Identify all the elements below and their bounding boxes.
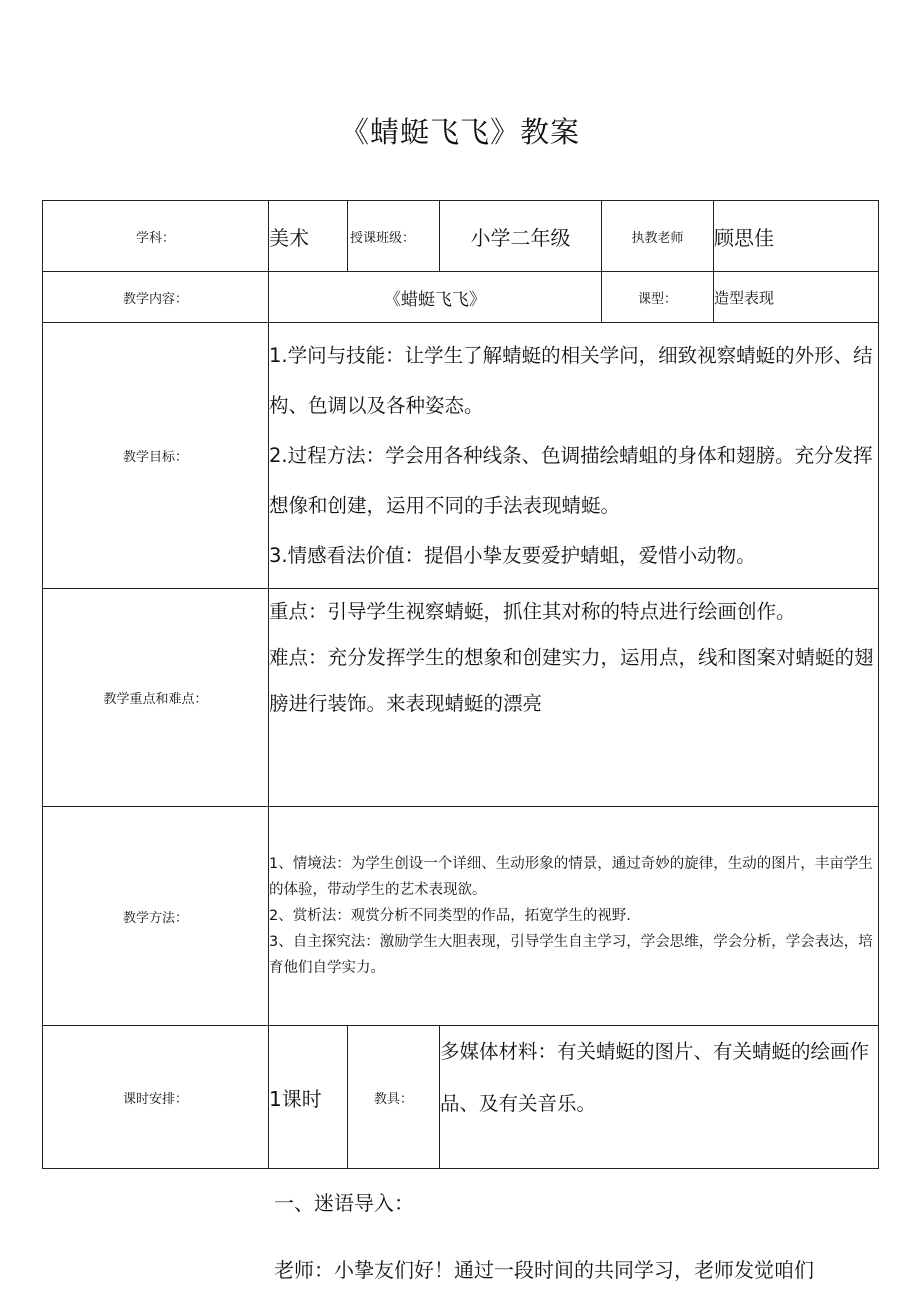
- lesson-plan-table: [42, 200, 879, 1169]
- keypoints-label: 教学重点和难点：: [43, 589, 269, 807]
- document-title: 《蜻蜓飞飞》教案: [339, 115, 580, 149]
- goal-item: 2.过程方法：学会用各种线条、色调描绘蜻蛆的身体和翅膀。充分发挥想像和创建，运用不同的手法表现蜻蜓。: [269, 443, 873, 517]
- keypoint-item: 难点：充分发挥学生的想象和创建实力，运用点，线和图案对蜻蜓的翅膀进行装饰。来表现蜻蜓的漂亮: [269, 646, 874, 715]
- keypoint-item: 重点：引导学生视察蜻蜓，抓住其对称的特点进行绘画创作。: [269, 600, 796, 623]
- methods-row: [43, 807, 879, 1026]
- goals-content: [269, 323, 879, 589]
- info-row: [43, 201, 879, 272]
- tools-value: 多媒体材料：有关蜻蜓的图片、有关蜻蜓的绘画作品、及有关音乐。: [440, 1026, 879, 1169]
- methods-content: [269, 807, 879, 1026]
- section-paragraph: 老师：小挚友们好！通过一段时间的共同学习，老师发觉咱们: [274, 1258, 814, 1282]
- goals-row: [43, 323, 879, 589]
- section-heading: 一、迷语导入：: [274, 1191, 414, 1215]
- goals-label: 教学目标：: [43, 323, 269, 589]
- tools-label: 教具：: [348, 1026, 440, 1169]
- method-item: 3、自主探究法：激励学生大胆表现，引导学生自主学习，学会思维，学会分析，学会表达，培育他们自学实力。: [269, 934, 873, 976]
- keypoints-row: [43, 589, 879, 807]
- content-value: 《蜡蜓飞飞》: [269, 272, 602, 323]
- teacher-value: 顾思佳: [714, 201, 879, 272]
- subject-label: 学科：: [43, 201, 269, 272]
- schedule-label: 课时安排：: [43, 1026, 269, 1169]
- schedule-value: 1课时: [269, 1026, 348, 1169]
- method-item: 2、赏析法：观赏分析不同类型的作品，拓宽学生的视野.: [269, 908, 631, 924]
- class-label: 授课班级：: [348, 201, 440, 272]
- content-label: 教学内容：: [43, 272, 269, 323]
- teacher-label: 执教老师: [602, 201, 714, 272]
- goal-item: 3.情感看法价值：提倡小挚友要爱护蜻蛆，爱惜小动物。: [269, 543, 756, 567]
- type-value: 造型表现: [714, 272, 879, 323]
- schedule-row: [43, 1026, 879, 1169]
- method-item: 1、情境法：为学生创设一个详细、生动形象的情景，通过奇妙的旋律，生动的图片，丰亩学生的体验，带动学生的艺术表现欲。: [269, 856, 873, 898]
- content-row: [43, 272, 879, 323]
- keypoints-content: [269, 589, 879, 807]
- class-value: 小学二年级: [440, 201, 602, 272]
- goal-item: 1.学问与技能：让学生了解蜻蜓的相关学问，细致视察蜻蜓的外形、结构、色调以及各种姿态。: [269, 343, 873, 417]
- methods-label: 教学方法：: [43, 807, 269, 1026]
- type-label: 课型：: [602, 272, 714, 323]
- subject-value: 美术: [269, 201, 348, 272]
